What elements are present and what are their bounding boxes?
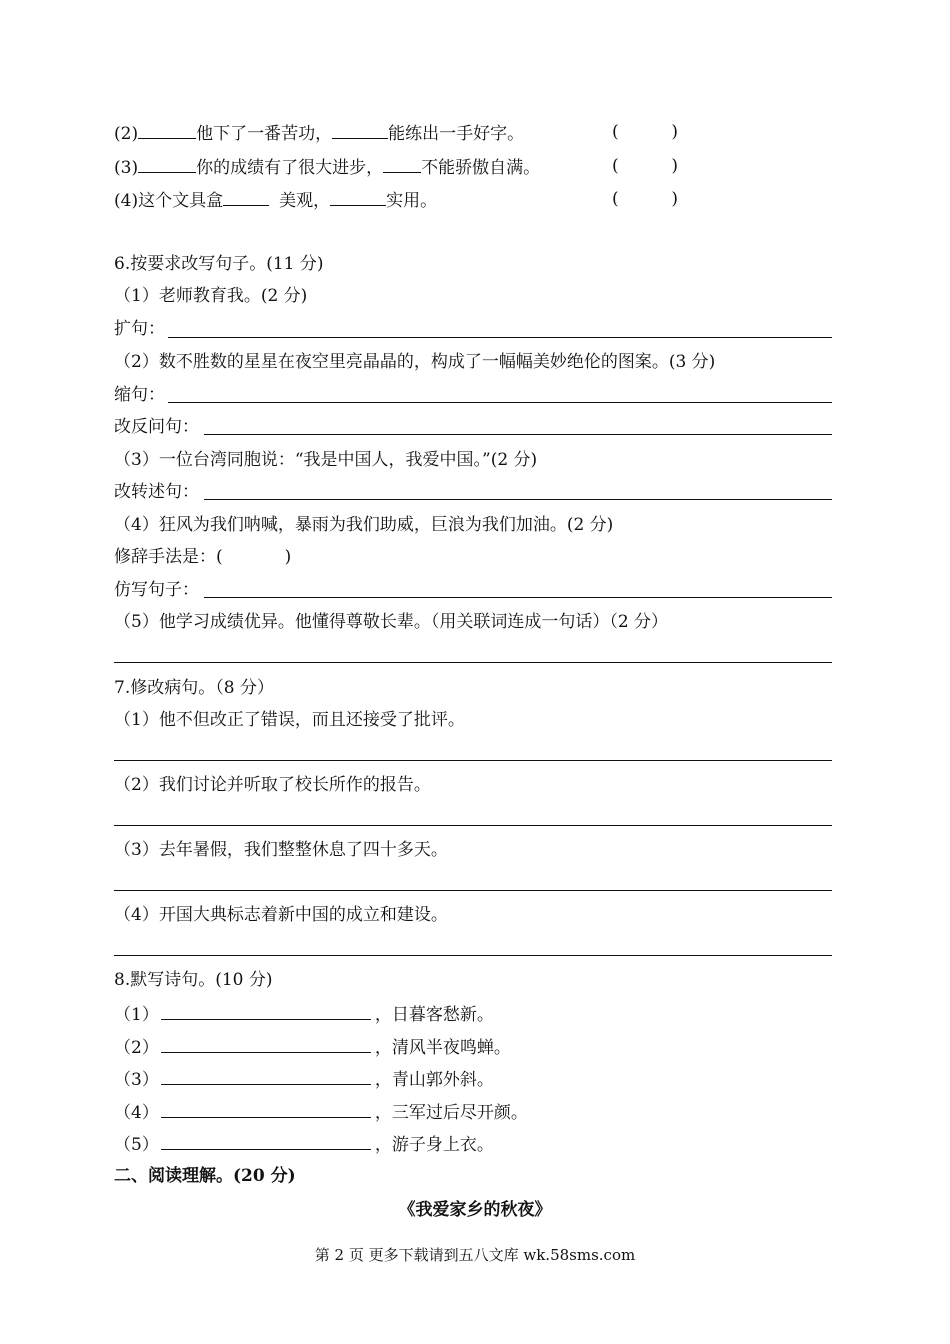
item-number: (4) — [114, 191, 139, 211]
answer-blank[interactable] — [383, 154, 421, 173]
poem-blank[interactable] — [161, 1034, 371, 1053]
answer-blank[interactable] — [332, 120, 388, 139]
poem-line-5: （5） ，游子身上衣。 — [114, 1131, 494, 1155]
poem-line-2: （2） ，清风半夜鸣蝉。 — [114, 1034, 511, 1058]
item-number: (3) — [114, 158, 139, 178]
poem-blank[interactable] — [161, 1099, 371, 1118]
q6-sentence-2: （2）数不胜数的星星在夜空里亮晶晶的，构成了一幅幅美妙绝伦的图案。(3 分) — [114, 352, 716, 372]
q5-item-2: (2) 他下了一番苦功， 能练出一手好字。 — [114, 120, 524, 144]
q6-heading: 6.按要求改写句子。(11 分) — [114, 254, 324, 274]
answer-paren[interactable]: ( ) — [612, 189, 678, 209]
shorten-answer-line[interactable] — [168, 402, 832, 403]
poem-line-1: （1） ，日暮客愁新。 — [114, 1001, 494, 1025]
section-heading: 二、阅读理解。(20 分) — [114, 1166, 296, 1186]
poem-blank[interactable] — [161, 1066, 371, 1085]
q5-item-4: (4)这个文具盒 美观， 实用。 — [114, 187, 437, 211]
q8-heading: 8.默写诗句。(10 分) — [114, 970, 273, 990]
page-footer: 第 2 页 更多下载请到五八文库 wk.58sms.com — [314, 1246, 636, 1264]
q7-heading: 7.修改病句。（8 分） — [114, 678, 274, 698]
expand-label: 扩句： — [114, 319, 165, 339]
correction-line-2[interactable] — [114, 825, 832, 826]
correction-line-4[interactable] — [114, 955, 832, 956]
shorten-label: 缩句： — [114, 385, 165, 405]
imitate-answer-line[interactable] — [204, 597, 832, 598]
answer-blank[interactable] — [138, 154, 196, 173]
poem-line-3: （3） ，青山郭外斜。 — [114, 1066, 494, 1090]
rhetorical-label: 改反问句： — [114, 417, 199, 437]
expand-answer-line[interactable] — [168, 337, 832, 338]
poem-line-4: （4） ，三军过后尽开颜。 — [114, 1099, 528, 1123]
poem-blank[interactable] — [161, 1001, 371, 1020]
q7-item-2: （2）我们讨论并听取了校长所作的报告。 — [114, 775, 431, 795]
poem-blank[interactable] — [161, 1131, 371, 1150]
answer-blank[interactable] — [330, 187, 386, 206]
answer-paren[interactable]: ( ) — [612, 156, 678, 176]
rhetoric-device-label: 修辞手法是：( ) — [114, 547, 292, 567]
answer-paren[interactable]: ( ) — [612, 122, 678, 142]
q7-item-3: （3）去年暑假，我们整整休息了四十多天。 — [114, 840, 448, 860]
q7-item-1: （1）他不但改正了错误，而且还接受了批评。 — [114, 710, 465, 730]
item-number: (2) — [114, 124, 139, 144]
q7-item-4: （4）开国大典标志着新中国的成立和建设。 — [114, 905, 448, 925]
correction-line-1[interactable] — [114, 760, 832, 761]
q5-item-3: (3) 你的成绩有了很大进步， 不能骄傲自满。 — [114, 154, 540, 178]
combine-answer-line[interactable] — [114, 662, 832, 663]
answer-blank[interactable] — [138, 120, 196, 139]
imitate-label: 仿写句子： — [114, 580, 199, 600]
indirect-speech-answer-line[interactable] — [204, 499, 832, 500]
q6-sentence-1: （1）老师教育我。(2 分) — [114, 286, 308, 306]
passage-title: 《我爱家乡的秋夜》 — [398, 1200, 552, 1220]
correction-line-3[interactable] — [114, 890, 832, 891]
q6-sentence-3: （3）一位台湾同胞说：“我是中国人，我爱中国。”(2 分) — [114, 450, 538, 470]
answer-blank[interactable] — [223, 187, 269, 206]
indirect-speech-label: 改转述句： — [114, 482, 199, 502]
q6-sentence-4: （4）狂风为我们呐喊，暴雨为我们助威，巨浪为我们加油。(2 分) — [114, 515, 614, 535]
q6-sentence-5: （5）他学习成绩优异。他懂得尊敬长辈。（用关联词连成一句话）（2 分） — [114, 612, 669, 632]
rhetorical-answer-line[interactable] — [204, 434, 832, 435]
